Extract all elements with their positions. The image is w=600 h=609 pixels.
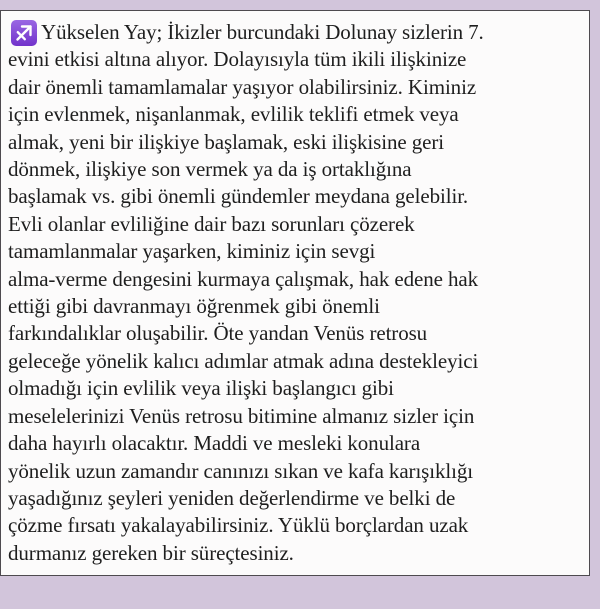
text-line: evini etkisi altına alıyor. Dolayısıyla tüm ikili ilişkinize	[8, 47, 467, 72]
text-line: yönelik uzun zamandır canınızı sıkan ve kafa karışıklığı	[8, 458, 473, 483]
text-line: dair önemli tamamlamalar yaşıyor olabilirsiniz. Kiminiz	[8, 74, 477, 99]
text-line: olmadığı için evlilik veya ilişki başlangıcı gibi	[8, 376, 394, 401]
text-line: daha hayırlı olacaktır. Maddi ve mesleki konulara	[8, 431, 421, 456]
text-line: almak, yeni bir ilişkiye başlamak, eski ilişkisine geri	[8, 129, 444, 154]
horoscope-card	[0, 10, 590, 576]
text-line: için evlenmek, nişanlanmak, evlilik teklifi etmek veya	[8, 102, 459, 127]
text-line: dönmek, ilişkiye son vermek ya da iş ortaklığına	[8, 157, 412, 182]
text-line: meselelerinizi Venüs retrosu bitimine almanız sizler için	[8, 403, 475, 428]
text-line: tamamlanmalar yaşarken, kiminiz için sevgi	[8, 239, 376, 264]
text-line: ettiği gibi davranmayı öğrenmek gibi önemli	[8, 294, 380, 319]
text-line: geleceğe yönelik kalıcı adımlar atmak adına destekleyici	[8, 348, 479, 373]
text-line: farkındalıklar oluşabilir. Öte yandan Venüs retrosu	[8, 321, 428, 346]
text-line: başlamak vs. gibi önemli gündemler meydana gelebilir.	[8, 184, 469, 209]
text-line: Evli olanlar evliliğine dair bazı sorunları çözerek	[8, 211, 415, 236]
text-line: alma-verme dengesini kurmaya çalışmak, hak edene hak	[8, 266, 479, 291]
horoscope-text	[1, 11, 589, 567]
sagittarius-icon	[11, 20, 37, 46]
text-line: durmanız gereken bir süreçtesiniz.	[8, 540, 294, 565]
text-line: yaşadığınız şeyleri yeniden değerlendirme ve belki de	[8, 485, 456, 510]
text-line: çözme fırsatı yakalayabilirsiniz. Yüklü borçlardan uzak	[8, 513, 469, 538]
text-line: Yükselen Yay; İkizler burcundaki Dolunay sizlerin 7.	[41, 20, 484, 44]
